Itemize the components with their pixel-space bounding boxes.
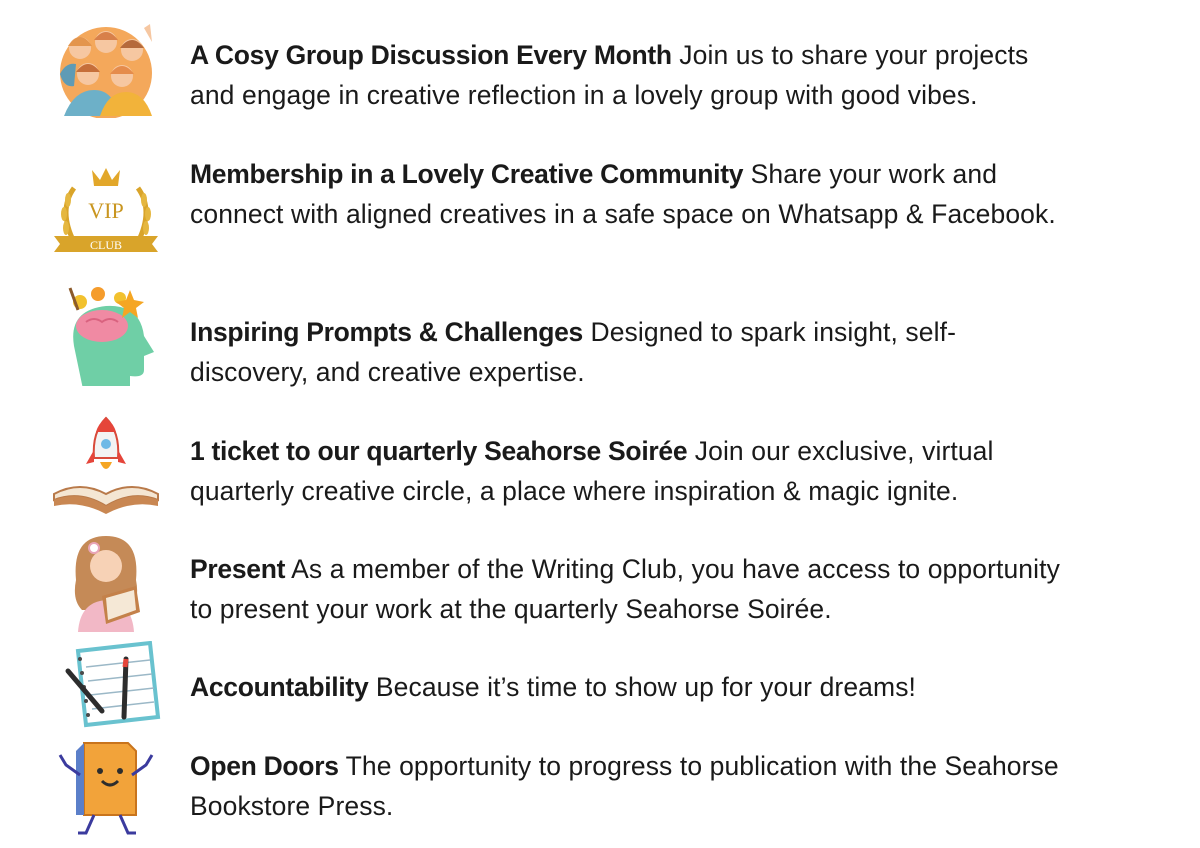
benefit-title: Present bbox=[190, 554, 286, 584]
benefit-text bbox=[190, 155, 1060, 234]
benefit-description: Because it’s time to show up for your dreams! bbox=[375, 672, 917, 702]
benefit-text bbox=[190, 550, 1060, 629]
benefit-text bbox=[190, 36, 1060, 115]
notebook-pen-icon bbox=[50, 641, 162, 741]
group-friends-icon bbox=[50, 18, 162, 118]
benefit-description: Designed to spark insight, self-discovery, and creative expertise. bbox=[190, 317, 956, 387]
benefit-description: As a member of the Writing Club, you have access to opportunity to present your work at the quarterly Seahorse Soirée. bbox=[190, 554, 1060, 624]
benefit-text bbox=[190, 747, 1060, 826]
benefit-title: A Cosy Group Discussion Every Month bbox=[190, 40, 672, 70]
benefit-description: Join our exclusive, virtual quarterly creative circle, a place where inspiration & magic ignite. bbox=[190, 436, 994, 506]
benefit-text bbox=[190, 432, 1060, 511]
benefit-text bbox=[190, 313, 1060, 392]
vip-club-badge-icon bbox=[50, 158, 162, 258]
badge-vip-text: VIP bbox=[88, 198, 124, 223]
rocket-book-icon bbox=[50, 416, 162, 516]
benefit-title: Inspiring Prompts & Challenges bbox=[190, 317, 583, 347]
creative-brain-icon bbox=[50, 286, 162, 386]
benefit-description: Share your work and connect with aligned creatives in a safe space on Whatsapp & Facebook. bbox=[190, 159, 1056, 229]
benefit-text bbox=[190, 668, 1060, 708]
benefit-description: The opportunity to progress to publication with the Seahorse Bookstore Press. bbox=[190, 751, 1059, 821]
happy-book-icon bbox=[50, 737, 162, 837]
benefit-title: Accountability bbox=[190, 672, 369, 702]
girl-reading-icon bbox=[50, 532, 162, 632]
benefit-description: Join us to share your projects and engage in creative reflection in a lovely group with good vibes. bbox=[190, 40, 1029, 110]
benefit-title: 1 ticket to our quarterly Seahorse Soirée bbox=[190, 436, 688, 466]
benefit-title: Membership in a Lovely Creative Community bbox=[190, 159, 744, 189]
badge-club-text: CLUB bbox=[89, 238, 123, 252]
benefit-title: Open Doors bbox=[190, 751, 339, 781]
